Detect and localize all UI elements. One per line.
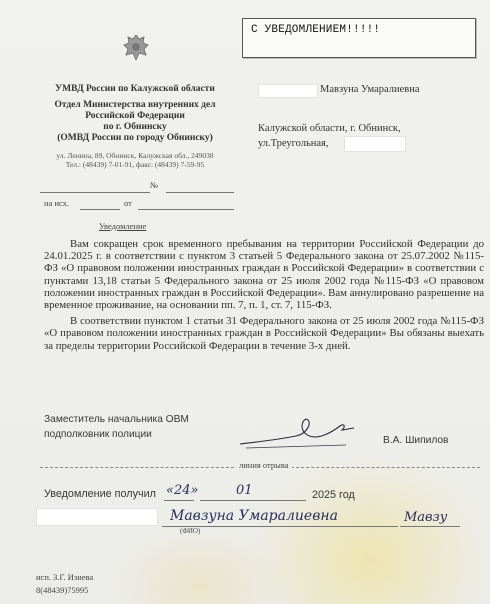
tear-line-label: линия отрыва bbox=[236, 460, 292, 470]
redacted-receiver-surname bbox=[36, 508, 158, 526]
receipt-handwritten-name: Мавзуна Умаралиевна bbox=[170, 508, 338, 524]
stamp-note-box bbox=[242, 18, 476, 58]
ref-number-symbol: № bbox=[150, 180, 159, 190]
signatory-title: Заместитель начальника ОВМ bbox=[44, 414, 189, 425]
signatory-name: В.А. Шипилов bbox=[383, 435, 449, 446]
notice-body bbox=[44, 238, 484, 352]
address-line: ул. Ленина, 89, Обнинск, Калужская обл., 249038 bbox=[56, 151, 214, 160]
ref-number-line-2 bbox=[166, 192, 234, 193]
ref-incoming-line bbox=[80, 209, 120, 210]
letterhead-ministry: УМВД России по Калужской области bbox=[55, 84, 215, 94]
receipt-day: «24» bbox=[166, 483, 199, 498]
recipient-address-line-2: ул.Треугольная, bbox=[258, 138, 329, 149]
letterhead-line: по г. Обнинску bbox=[103, 122, 167, 132]
receipt-signature-line bbox=[400, 526, 460, 527]
ref-from-line bbox=[138, 209, 234, 210]
body-paragraph-2: В соответствии пунктом 1 статьи 31 Федерального закона от 25 июля 2002 года №115-ФЗ «О правовом положении иностранных граждан в Российской Федерации» Вы обязаны выехать за пределы территории Российской Федерации в течение 3-х дней. bbox=[44, 315, 484, 352]
ref-number-line bbox=[40, 192, 150, 193]
coat-of-arms-icon bbox=[120, 32, 152, 64]
letterhead-line: Отдел Министерства внутренних дел bbox=[54, 100, 216, 110]
official-signature bbox=[236, 414, 356, 454]
receipt-year: 2025 год bbox=[312, 489, 355, 501]
signatory-rank: подполковник полиции bbox=[44, 429, 152, 440]
receipt-month: 01 bbox=[236, 483, 253, 498]
footer-executor: исп. З.Г. Изиева bbox=[36, 572, 94, 582]
footer-phone: 8(48439)75995 bbox=[36, 585, 89, 595]
receipt-month-line bbox=[200, 500, 306, 501]
recipient-name: Мавзуна Умаралиевна bbox=[320, 84, 420, 95]
ref-from-label: от bbox=[124, 198, 132, 208]
letterhead-department bbox=[30, 100, 240, 144]
receipt-fio-hint: (ФИО) bbox=[180, 527, 201, 535]
receipt-day-line bbox=[164, 500, 194, 501]
redacted-surname bbox=[258, 84, 318, 98]
letterhead-line: (ОМВД России по городу Обнинску) bbox=[57, 133, 213, 143]
body-paragraph-1: Вам сокращен срок временного пребывания на территории Российской Федерации до 24.01.2025 г. в соответствии с пунктом 3 статьей 5 Федерального закона от 25.07.2002 №115-ФЗ «О правовом положении иностранных граждан в Российской Федерации» в соответствии с пунктами 13,18 статьи 5 Федерального закона от 25 июля 2002 года №115-ФЗ «О правовом положении иностранных граждан в Российской Федерации». Вам аннулировано разрешение на временное проживание, на основании пп. 7, п. 1, ст. 7, 115-ФЗ. bbox=[44, 238, 484, 312]
address-line: Тел.: (48439) 7-01-91, факс: (48439) 7-59-95 bbox=[65, 160, 205, 169]
document-type: Уведомление bbox=[99, 221, 147, 231]
receipt-label: Уведомление получил bbox=[44, 488, 156, 500]
redacted-house-number bbox=[344, 136, 406, 152]
ref-incoming-label: на исх. bbox=[44, 198, 70, 208]
recipient-address-line-1: Калужской области, г. Обнинск, bbox=[258, 123, 401, 134]
letterhead-line: Российской Федерации bbox=[85, 111, 185, 121]
receipt-handwritten-signature: Мавзу bbox=[404, 510, 448, 525]
stamp-note-text: С УВЕДОМЛЕНИЕМ!!!!! bbox=[251, 24, 381, 36]
letterhead-address bbox=[30, 151, 240, 169]
